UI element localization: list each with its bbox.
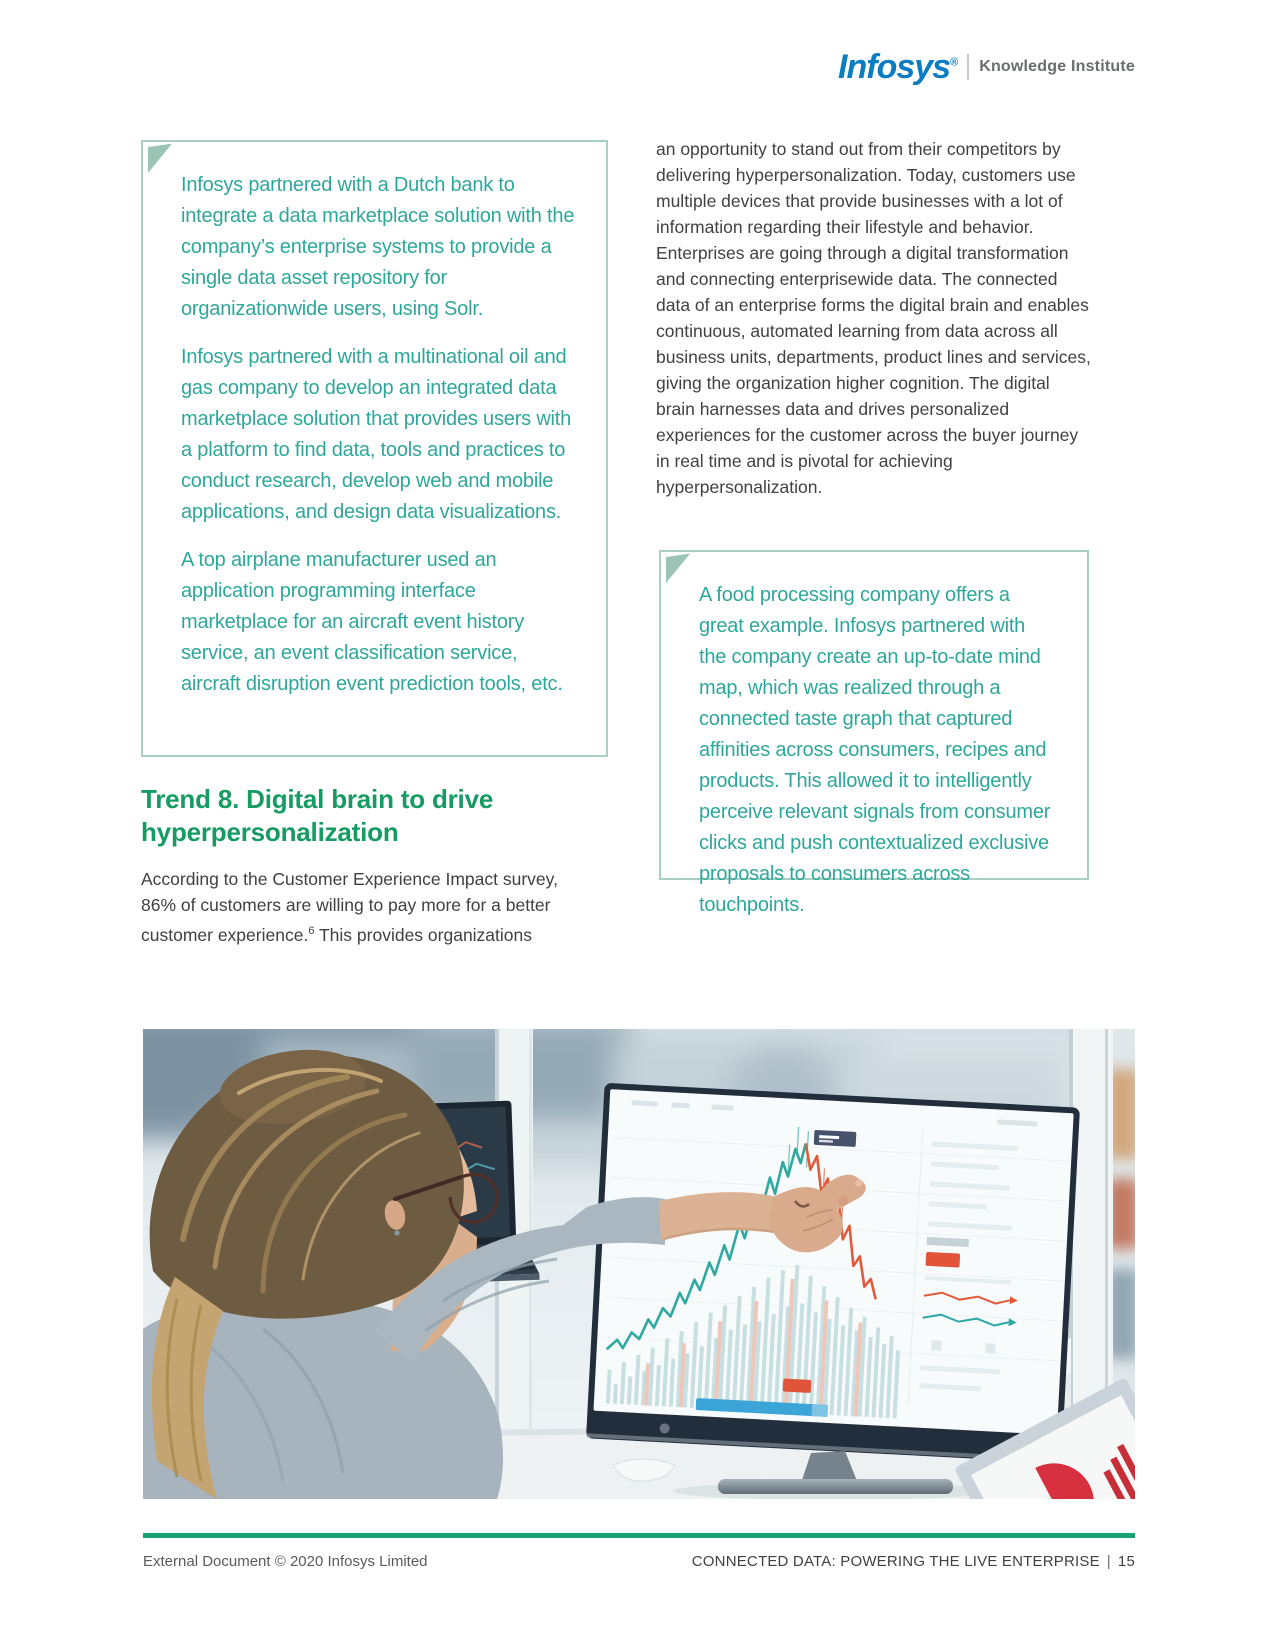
- monitor: [586, 1083, 1080, 1463]
- footer-rule: [143, 1533, 1135, 1538]
- section-heading: Trend 8. Digital brain to drive hyperpersonalization: [141, 784, 494, 847]
- footer-report-title: CONNECTED DATA: POWERING THE LIVE ENTERPRISE | 15: [691, 1553, 1135, 1570]
- callout-paragraph: Infosys partnered with a multinational oil and gas company to develop an integrated data marketplace solution that provides users with a platform to find data, tools and practices to conduct research, develop web and mobile applications, and design data visualizations.: [181, 346, 572, 523]
- callout-paragraph: Infosys partnered with a Dutch bank to integrate a data marketplace solution with the company’s enterprise systems to provide a single data asset repository for organizationwide users, using Solr.: [181, 174, 575, 320]
- callout-paragraph: A food processing company offers a great example. Infosys partnered with the company create an up-to-date mind map, which was realized through a connected taste graph that captured affinities across consumers, recipes and products. This allowed it to intelligently perceive relevant signals from consumer clicks and push contextualized exclusive proposals to consumers across touchpoints.: [699, 584, 1051, 916]
- folded-corner-icon: [666, 554, 690, 583]
- photo-scene: [143, 1029, 1135, 1499]
- footer-copyright: External Document © 2020 Infosys Limited: [143, 1553, 428, 1570]
- footer-separator: |: [1106, 1553, 1111, 1570]
- body-paragraph: an opportunity to stand out from their competitors by delivering hyperpersonalization. Today, customers use multiple devices that provide businesses with a lot of information regarding their lifestyle and behavior. Enterprises are going through a digital transformation and connecting enterprisewide data. The connected data of an enterprise forms the digital brain and enables continuous, automated learning from data across all business units, departments, product lines and services, giving the organization higher cognition. The digital brain harnesses data and drives personalized experiences for the customer across the buyer journey in real time and is pivotal for achieving hyperpersonalization.: [656, 139, 1091, 497]
- intro-paragraph: According to the Customer Experience Impact survey, 86% of customers are willing to pay more for a better customer experience.$^6$ This provides organizations: [141, 869, 558, 945]
- page-number: 15: [1117, 1553, 1135, 1570]
- callout-text: [699, 580, 1057, 938]
- food-company-callout-box: [659, 550, 1089, 916]
- earring: [394, 1230, 399, 1235]
- knowledge-institute-label: Knowledge Institute: [979, 58, 1135, 75]
- office-photo: [143, 1029, 1135, 1499]
- infosys-wordmark: Infosys®: [838, 48, 958, 86]
- folded-corner-icon: [148, 144, 172, 173]
- registered-mark: ®: [950, 56, 958, 69]
- infosys-knowledge-institute-logo: [838, 50, 1135, 84]
- footnote-reference: 6: [308, 925, 315, 937]
- case-study-callout-box: [141, 140, 608, 757]
- callout-text: [181, 170, 576, 717]
- logo-divider: [967, 54, 969, 80]
- callout-paragraph: A top airplane manufacturer used an application programming interface marketplace for an aircraft event history service, an event classification service, aircraft disruption event prediction tools, etc.: [181, 549, 563, 695]
